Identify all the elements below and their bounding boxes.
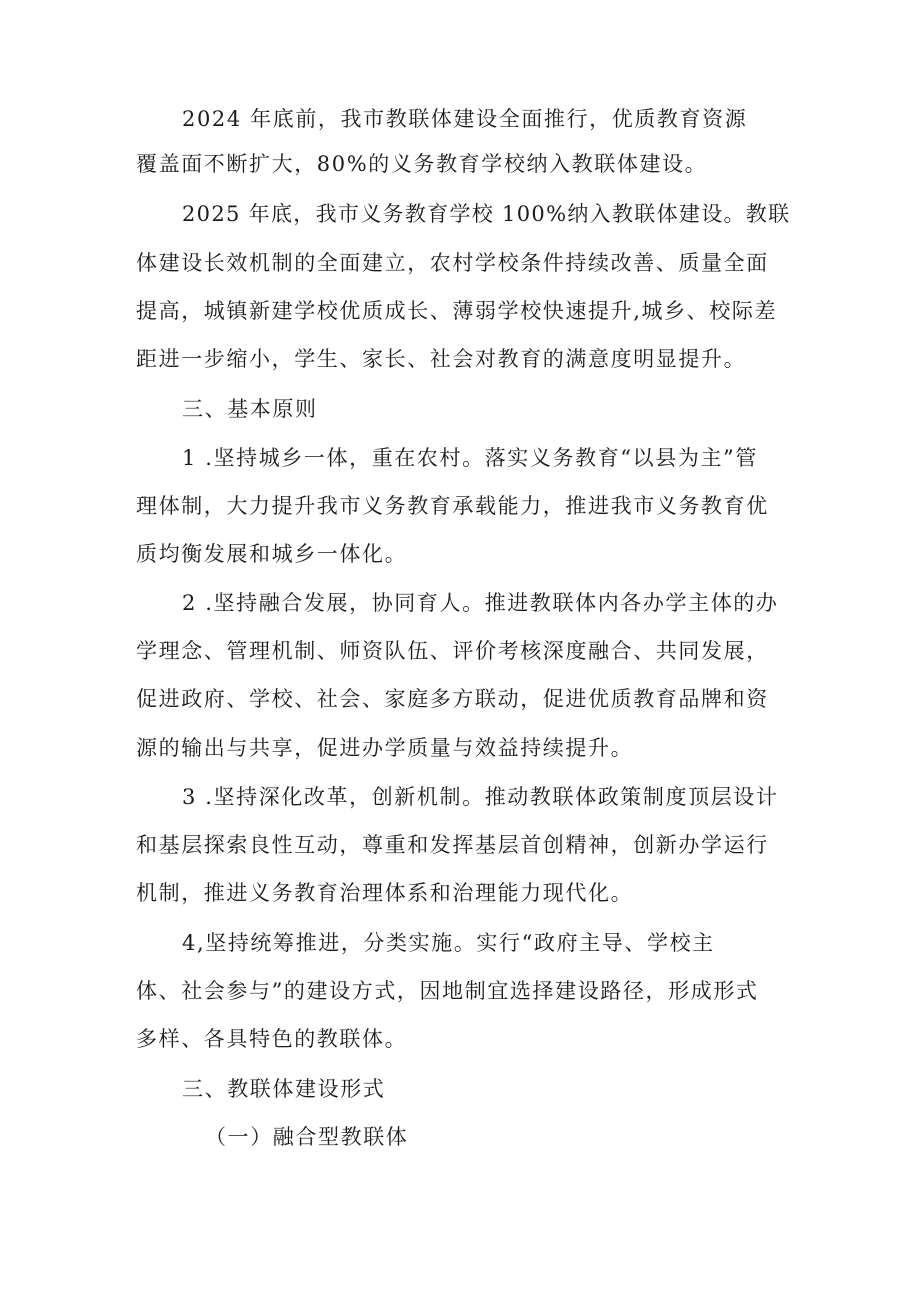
paragraph-2024-line: 覆盖面不断扩大，80%的义务教育学校纳入教联体建设。 <box>136 152 708 176</box>
subheading-integrated: （一）融合型教联体 <box>205 1125 409 1149</box>
principle-2-line: 促进政府、学校、社会、家庭多方联动，促进优质教育品牌和资 <box>136 687 769 711</box>
principle-1-line: 理体制，大力提升我市义务教育承载能力，推进我市义务教育优 <box>136 494 769 518</box>
principle-2-line: 源的输出与共享，促进办学质量与效益持续提升。 <box>136 736 634 760</box>
principle-1-line: 1 .坚持城乡一体，重在农村。落实义务教育“以县为主”管 <box>182 446 758 470</box>
principle-2-line: 2 .坚持融合发展，协同育人。推进教联体内各办学主体的办 <box>182 591 779 615</box>
principle-3-line: 机制，推进义务教育治理体系和治理能力现代化。 <box>136 881 634 905</box>
principle-4-line: 4,坚持统筹推进，分类实施。实行“政府主导、学校主 <box>182 931 715 955</box>
principle-4-line: 多样、各具特色的教联体。 <box>136 1027 408 1051</box>
principle-3-line: 和基层探索良性互动，尊重和发挥基层首创精神，创新办学运行 <box>136 833 769 857</box>
paragraph-2025-line: 体建设长效机制的全面建立，农村学校条件持续改善、质量全面 <box>136 251 769 275</box>
paragraph-2025-line: 2025 年底，我市义务教育学校 100%纳入教联体建设。教联 <box>182 202 791 226</box>
paragraph-2025-line: 距进一步缩小，学生、家长、社会对教育的满意度明显提升。 <box>136 347 747 371</box>
principle-2-line: 学理念、管理机制、师资队伍、评价考核深度融合、共同发展， <box>136 639 769 663</box>
principle-1-line: 质均衡发展和城乡一体化。 <box>136 542 408 566</box>
principle-3-line: 3 .坚持深化改革，创新机制。推动教联体政策制度顶层设计 <box>182 785 779 809</box>
principle-4-line: 体、社会参与”的建设方式，因地制宜选择建设路径，形成形式 <box>136 979 759 1003</box>
section-heading-principles: 三、基本原则 <box>182 397 318 421</box>
section-heading-forms: 三、教联体建设形式 <box>182 1077 386 1101</box>
paragraph-2024-line: 2024 年底前，我市教联体建设全面推行，优质教育资源 <box>182 107 748 131</box>
paragraph-2025-line: 提高，城镇新建学校优质成长、薄弱学校快速提升,城乡、校际差 <box>136 299 778 323</box>
